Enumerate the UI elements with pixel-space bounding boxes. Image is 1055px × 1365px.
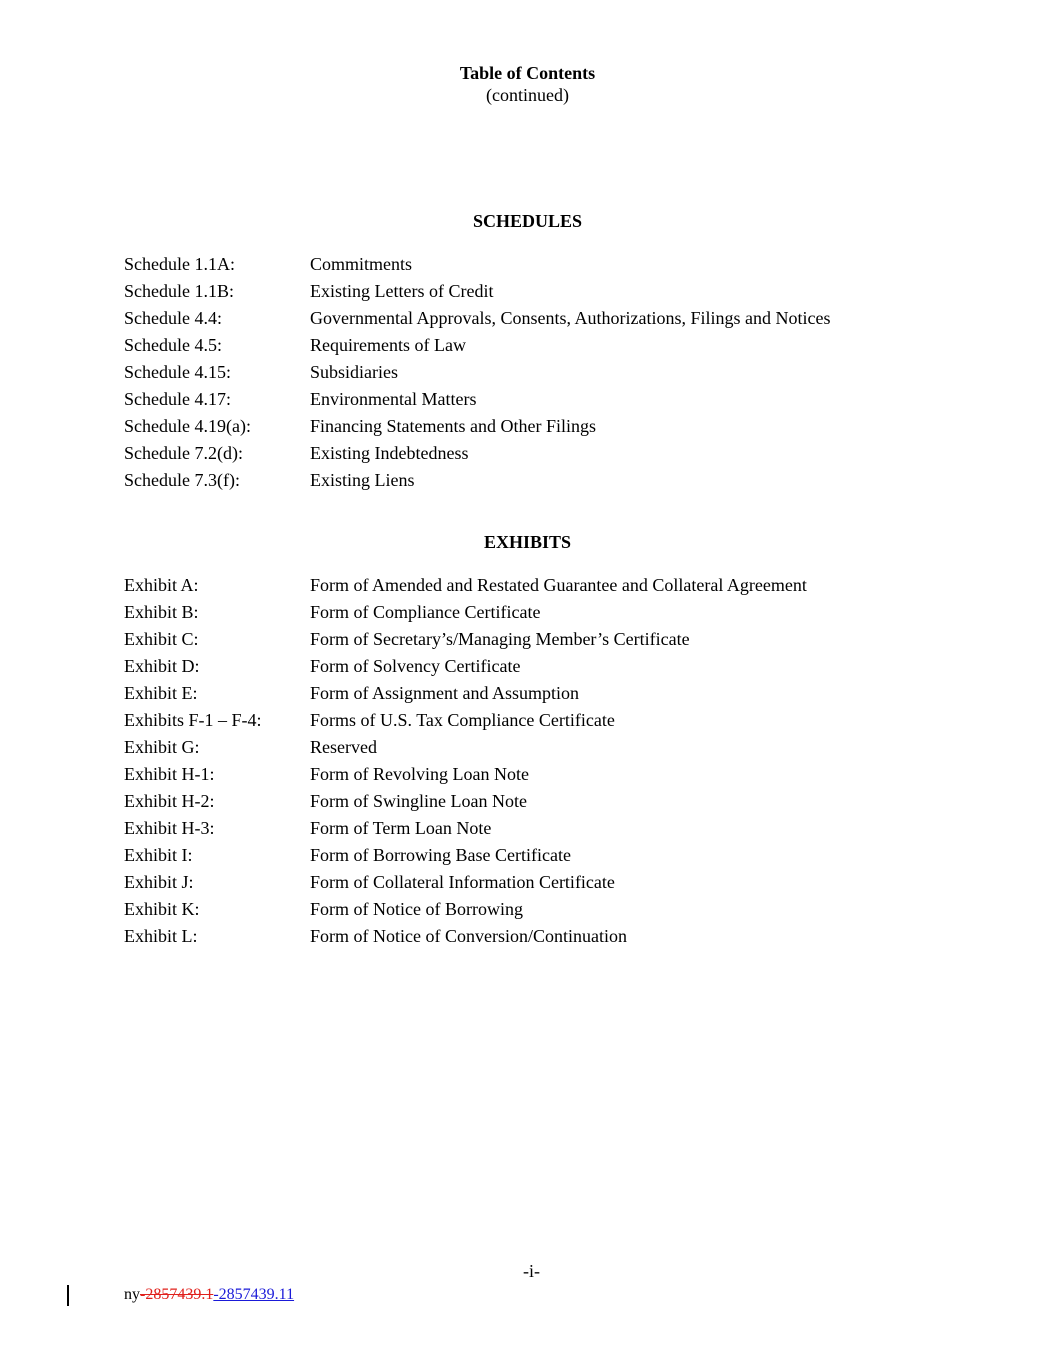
schedule-label: Schedule 4.5: xyxy=(124,335,222,355)
exhibit-description: Form of Swingline Loan Note xyxy=(310,791,527,811)
exhibit-description: Form of Solvency Certificate xyxy=(310,656,521,676)
schedule-row xyxy=(124,469,924,496)
exhibit-label: Exhibit H-1: xyxy=(124,764,215,784)
exhibit-description: Form of Assignment and Assumption xyxy=(310,683,580,703)
exhibit-label: Exhibit K: xyxy=(124,899,200,919)
schedule-description: Financing Statements and Other Filings xyxy=(310,416,596,436)
exhibit-row xyxy=(124,790,924,817)
exhibit-row xyxy=(124,709,924,736)
exhibit-row xyxy=(124,574,924,601)
exhibit-row xyxy=(124,628,924,655)
schedules-heading: SCHEDULES xyxy=(472,211,583,231)
exhibit-description: Form of Secretary’s/Managing Member’s Certificate xyxy=(310,629,690,649)
page-number: -i- xyxy=(523,1261,540,1281)
schedule-row xyxy=(124,388,924,415)
exhibit-row xyxy=(124,763,924,790)
toc-subtitle: (continued) xyxy=(486,85,569,105)
exhibit-row xyxy=(124,871,924,898)
document-id-footer xyxy=(124,1285,294,1305)
schedule-row xyxy=(124,415,924,442)
schedule-description: Requirements of Law xyxy=(310,335,466,355)
exhibit-row xyxy=(124,925,924,952)
doc-id-inserted: -2857439.11 xyxy=(213,1286,295,1303)
schedule-label: Schedule 4.17: xyxy=(124,389,231,409)
schedule-description: Governmental Approvals, Consents, Authorizations, Filings and Notices xyxy=(310,308,831,328)
schedule-description: Existing Letters of Credit xyxy=(310,281,494,301)
schedule-label: Schedule 7.2(d): xyxy=(124,443,243,463)
exhibit-label: Exhibit I: xyxy=(124,845,193,865)
exhibit-description: Forms of U.S. Tax Compliance Certificate xyxy=(310,710,615,730)
exhibit-description: Reserved xyxy=(310,737,377,757)
schedule-row xyxy=(124,280,924,307)
exhibit-description: Form of Revolving Loan Note xyxy=(310,764,529,784)
schedule-description: Commitments xyxy=(310,254,413,274)
exhibit-label: Exhibit B: xyxy=(124,602,199,622)
toc-title: Table of Contents xyxy=(459,63,596,83)
exhibit-label: Exhibit D: xyxy=(124,656,200,676)
revision-change-bar xyxy=(67,1285,69,1306)
exhibit-row xyxy=(124,655,924,682)
exhibit-label: Exhibit E: xyxy=(124,683,198,703)
doc-id-deleted: -2857439.1 xyxy=(140,1286,214,1303)
exhibit-label: Exhibit A: xyxy=(124,575,199,595)
schedule-description: Environmental Matters xyxy=(310,389,477,409)
exhibit-description: Form of Notice of Conversion/Continuation xyxy=(310,926,627,946)
exhibit-description: Form of Compliance Certificate xyxy=(310,602,541,622)
exhibit-label: Exhibit H-2: xyxy=(124,791,215,811)
exhibit-description: Form of Notice of Borrowing xyxy=(310,899,523,919)
schedule-label: Schedule 7.3(f): xyxy=(124,470,240,490)
schedule-label: Schedule 1.1A: xyxy=(124,254,235,274)
schedule-row xyxy=(124,307,924,334)
schedule-label: Schedule 4.4: xyxy=(124,308,222,328)
exhibit-label: Exhibit L: xyxy=(124,926,198,946)
schedule-label: Schedule 1.1B: xyxy=(124,281,234,301)
schedule-list xyxy=(124,253,924,496)
schedule-row xyxy=(124,442,924,469)
schedule-label: Schedule 4.15: xyxy=(124,362,231,382)
doc-id-prefix: ny xyxy=(124,1286,140,1303)
schedule-description: Subsidiaries xyxy=(310,362,398,382)
exhibit-description: Form of Term Loan Note xyxy=(310,818,492,838)
schedule-description: Existing Liens xyxy=(310,470,415,490)
exhibits-heading: EXHIBITS xyxy=(483,532,572,552)
exhibit-label: Exhibits F-1 – F-4: xyxy=(124,710,262,730)
exhibit-row xyxy=(124,898,924,925)
exhibit-description: Form of Borrowing Base Certificate xyxy=(310,845,571,865)
exhibit-description: Form of Collateral Information Certificate xyxy=(310,872,615,892)
schedule-description: Existing Indebtedness xyxy=(310,443,469,463)
exhibit-label: Exhibit H-3: xyxy=(124,818,215,838)
exhibit-label: Exhibit J: xyxy=(124,872,194,892)
exhibit-list xyxy=(124,574,924,952)
exhibit-row xyxy=(124,817,924,844)
schedule-label: Schedule 4.19(a): xyxy=(124,416,251,436)
schedule-row xyxy=(124,361,924,388)
exhibit-row xyxy=(124,844,924,871)
exhibit-row xyxy=(124,601,924,628)
exhibit-row xyxy=(124,682,924,709)
exhibit-label: Exhibit C: xyxy=(124,629,199,649)
exhibit-label: Exhibit G: xyxy=(124,737,200,757)
schedule-row xyxy=(124,334,924,361)
exhibit-row xyxy=(124,736,924,763)
schedule-row xyxy=(124,253,924,280)
exhibit-description: Form of Amended and Restated Guarantee and Collateral Agreement xyxy=(310,575,807,595)
